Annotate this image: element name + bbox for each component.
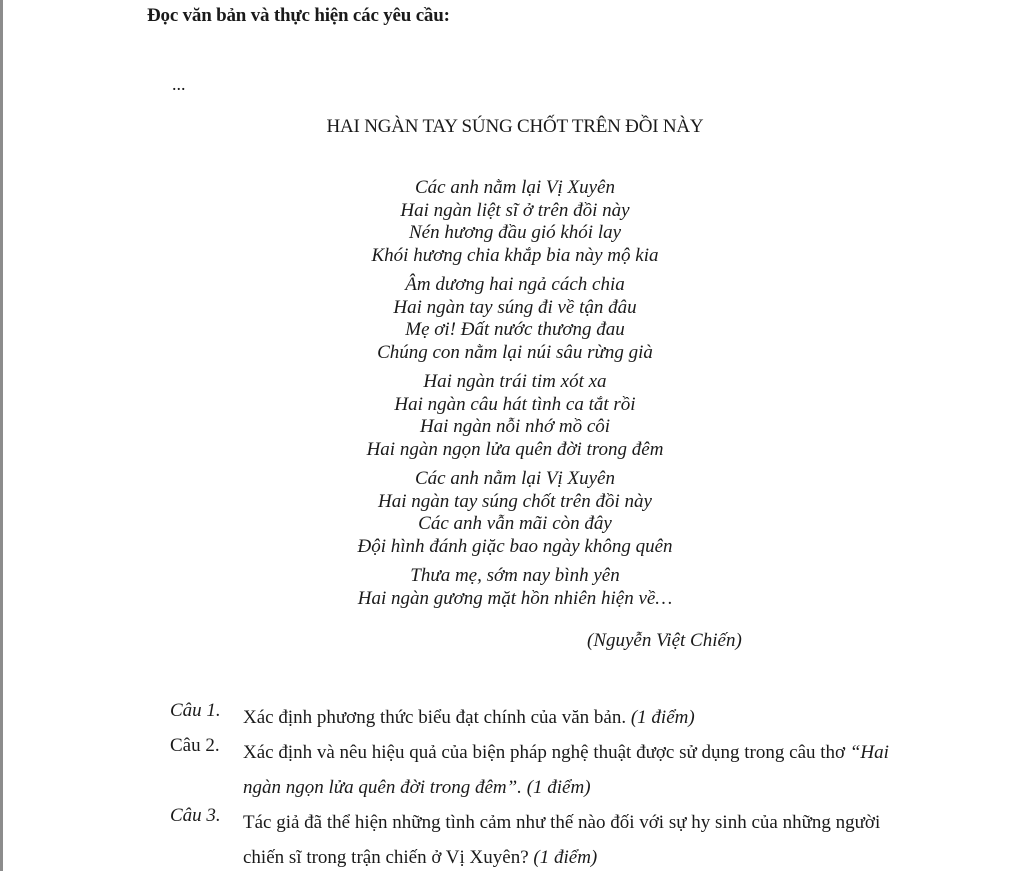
question-quote: “Hai ngàn ngọn lửa quên đời trong đêm”.	[243, 742, 889, 798]
question-1	[0, 700, 1024, 735]
question-points: (1 điểm)	[526, 777, 591, 798]
poem-line: Nén hương đầu gió khói lay	[408, 222, 622, 243]
question-text	[243, 735, 923, 805]
question-text	[243, 805, 923, 875]
question-label: Câu 3.	[170, 805, 221, 826]
question-list	[0, 700, 1024, 875]
poem-line: Thưa mẹ, sớm nay bình yên	[410, 565, 620, 586]
poem-stanza-1	[0, 177, 1024, 267]
poem-line: Hai ngàn câu hát tình ca tắt rồi	[394, 393, 636, 415]
question-prompt: Xác định và nêu hiệu quả của biện pháp nghệ thuật được sử dụng trong câu thơ	[243, 742, 846, 763]
question-label: Câu 1.	[170, 700, 221, 721]
question-3	[0, 805, 1024, 875]
poem-title: HAI NGÀN TAY SÚNG CHỐT TRÊN ĐỒI NÀY	[326, 116, 704, 137]
excerpt-ellipsis: ...	[172, 74, 186, 94]
poem-line: Hai ngàn gương mặt hồn nhiên hiện về…	[357, 587, 673, 609]
poem-line: Các anh vẫn mãi còn đây	[418, 513, 612, 534]
question-prompt: Tác giả đã thể hiện những tình cảm như thế nào đối với sự hy sinh của những người chiến sĩ trong trận chiến ở Vị Xuyên?	[243, 812, 881, 868]
poem-stanza-5	[0, 565, 1024, 610]
poem-line: Khói hương chia khắp bia này mộ kia	[371, 244, 659, 266]
question-points: (1 điểm)	[630, 707, 695, 728]
poem-line: Hai ngàn nỗi nhớ mồ côi	[419, 416, 611, 437]
poem-line: Hai ngàn liệt sĩ ở trên đồi này	[400, 199, 630, 221]
poem-line: Các anh nằm lại Vị Xuyên	[415, 177, 615, 198]
poem-line: Hai ngàn trái tim xót xa	[423, 371, 607, 392]
question-label: Câu 2.	[170, 735, 220, 756]
poem-line: Các anh nằm lại Vị Xuyên	[415, 468, 615, 489]
poem-stanza-3	[0, 371, 1024, 461]
question-points: (1 điểm)	[533, 847, 598, 868]
question-text	[243, 700, 923, 735]
question-prompt: Xác định phương thức biểu đạt chính của văn bản.	[243, 707, 627, 728]
question-2	[0, 735, 1024, 805]
poem-line: Mẹ ơi! Đất nước thương đau	[405, 319, 625, 340]
poem-line: Hai ngàn tay súng chốt trên đồi này	[378, 490, 652, 512]
poem-line: Đội hình đánh giặc bao ngày không quên	[357, 535, 673, 557]
poem-author: (Nguyễn Việt Chiến)	[587, 630, 742, 651]
poem-stanza-2	[0, 274, 1024, 364]
poem-line: Chúng con nằm lại núi sâu rừng già	[377, 341, 653, 363]
poem-line: Âm dương hai ngả cách chia	[405, 274, 625, 295]
poem-stanza-4	[0, 468, 1024, 558]
poem-body	[0, 177, 1024, 617]
poem-line: Hai ngàn tay súng đi về tận đâu	[393, 296, 637, 318]
poem-line: Hai ngàn ngọn lửa quên đời trong đêm	[366, 438, 664, 460]
instruction-heading: Đọc văn bản và thực hiện các yêu cầu:	[147, 5, 450, 26]
